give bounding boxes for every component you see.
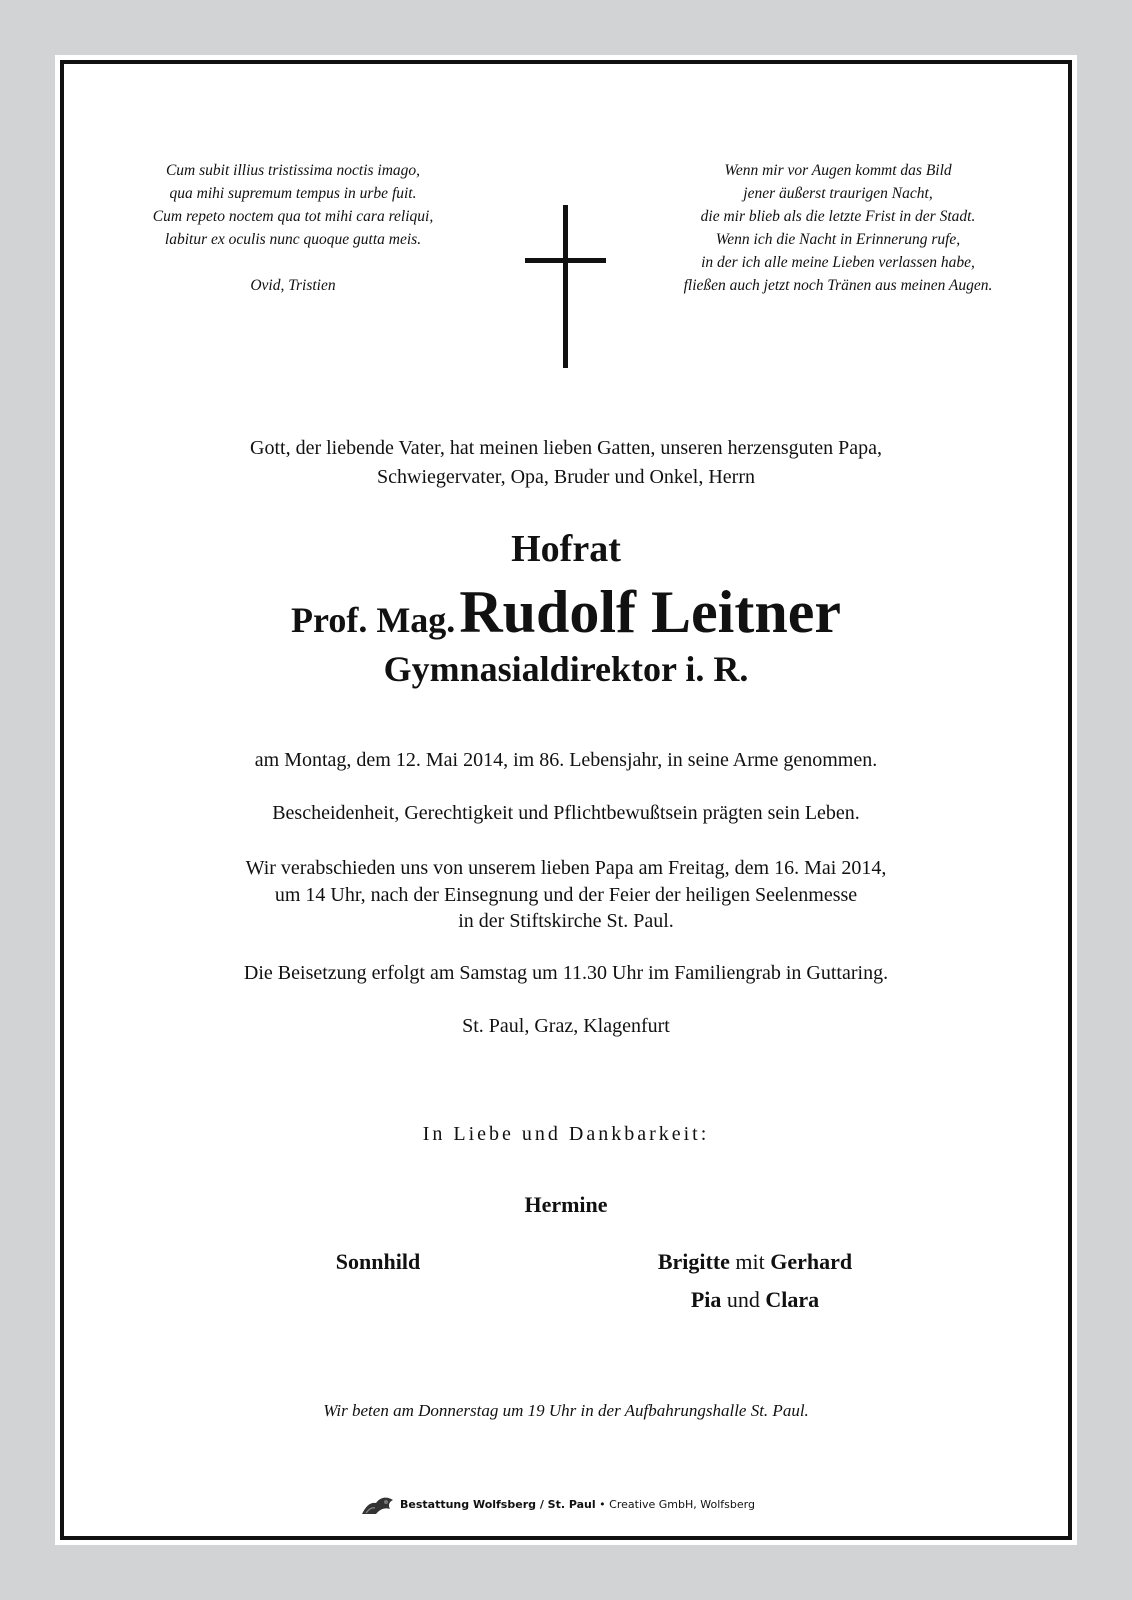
family-connector: und bbox=[726, 1287, 760, 1312]
latin-cross-icon bbox=[525, 205, 606, 368]
farewell-text bbox=[100, 855, 1032, 935]
german-quote bbox=[648, 159, 1028, 297]
funeral-home-logo-icon bbox=[360, 1494, 396, 1516]
intro-line: Gott, der liebende Vater, hat meinen lieben Gatten, unseren herzensguten Papa, bbox=[250, 437, 882, 459]
academic-title: Prof. Mag. bbox=[291, 600, 456, 640]
family-child-1: Sonnhild bbox=[335, 1249, 421, 1274]
latin-quote-line: Cum subit illius tristissima noctis imago, bbox=[165, 162, 421, 179]
quote-author: Ovid, Tristien bbox=[250, 277, 336, 294]
footer-text bbox=[400, 1492, 755, 1518]
family-child-2-name: Brigitte bbox=[657, 1249, 730, 1274]
honorific-title: Hofrat bbox=[511, 528, 621, 570]
latin-quote-line: qua mihi supremum tempus in urbe fuit. bbox=[169, 185, 417, 202]
latin-quote-line: labitur ex oculis nunc quoque gutta meis. bbox=[164, 231, 422, 248]
intro-text bbox=[100, 434, 1032, 492]
german-quote-line: fließen auch jetzt noch Tränen aus meinen Augen. bbox=[683, 277, 993, 294]
farewell-line: in der Stiftskirche St. Paul. bbox=[458, 910, 674, 932]
footer-printer: Creative GmbH, Wolfsberg bbox=[609, 1498, 755, 1511]
intro-line: Schwiegervater, Opa, Bruder und Onkel, Herrn bbox=[377, 466, 755, 488]
family-child-2 bbox=[600, 1248, 910, 1276]
farewell-line: Wir verabschieden uns von unserem lieben Papa am Freitag, dem 16. Mai 2014, bbox=[245, 857, 887, 879]
german-quote-line: die mir blieb als die letzte Frist in der Stadt. bbox=[700, 208, 976, 225]
family-connector: mit bbox=[735, 1249, 765, 1274]
german-quote-line: jener äußerst traurigen Nacht, bbox=[743, 185, 933, 202]
death-date-text: am Montag, dem 12. Mai 2014, im 86. Lebensjahr, in seine Arme genommen. bbox=[254, 749, 878, 771]
farewell-line: um 14 Uhr, nach der Einsegnung und der Feier der heiligen Seelenmesse bbox=[274, 883, 858, 906]
deceased-name: Rudolf Leitner bbox=[459, 579, 841, 645]
family-grandchild-1: Pia bbox=[690, 1287, 722, 1312]
footer-credit bbox=[360, 1492, 780, 1518]
profession-title: Gymnasialdirektor i. R. bbox=[383, 649, 749, 689]
german-quote-line: Wenn ich die Nacht in Erinnerung rufe, bbox=[715, 231, 961, 248]
latin-quote-line: Cum repeto noctem qua tot mihi cara reliqui, bbox=[152, 208, 434, 225]
latin-quote bbox=[120, 159, 466, 297]
burial-text: Die Beisetzung erfolgt am Samstag um 11.30 Uhr im Familiengrab in Guttaring. bbox=[243, 962, 889, 984]
footer-separator: • bbox=[599, 1498, 606, 1511]
family-widow: Hermine bbox=[524, 1192, 608, 1217]
footer-company: Bestattung Wolfsberg / St. Paul bbox=[400, 1498, 596, 1511]
german-quote-line: in der ich alle meine Lieben verlassen habe, bbox=[701, 254, 975, 271]
family-grandchild-2: Clara bbox=[765, 1287, 820, 1312]
family-grandchildren bbox=[600, 1286, 910, 1314]
german-quote-line: Wenn mir vor Augen kommt das Bild bbox=[724, 162, 952, 179]
family-child-2-partner: Gerhard bbox=[770, 1249, 853, 1274]
thanks-heading: In Liebe und Dankbarkeit: bbox=[422, 1123, 710, 1145]
prayer-notice: Wir beten am Donnerstag um 19 Uhr in der Aufbahrungshalle St. Paul. bbox=[323, 1401, 809, 1420]
virtues-text: Bescheidenheit, Gerechtigkeit und Pflichtbewußtsein prägten sein Leben. bbox=[272, 802, 860, 824]
places-text: St. Paul, Graz, Klagenfurt bbox=[462, 1015, 670, 1037]
